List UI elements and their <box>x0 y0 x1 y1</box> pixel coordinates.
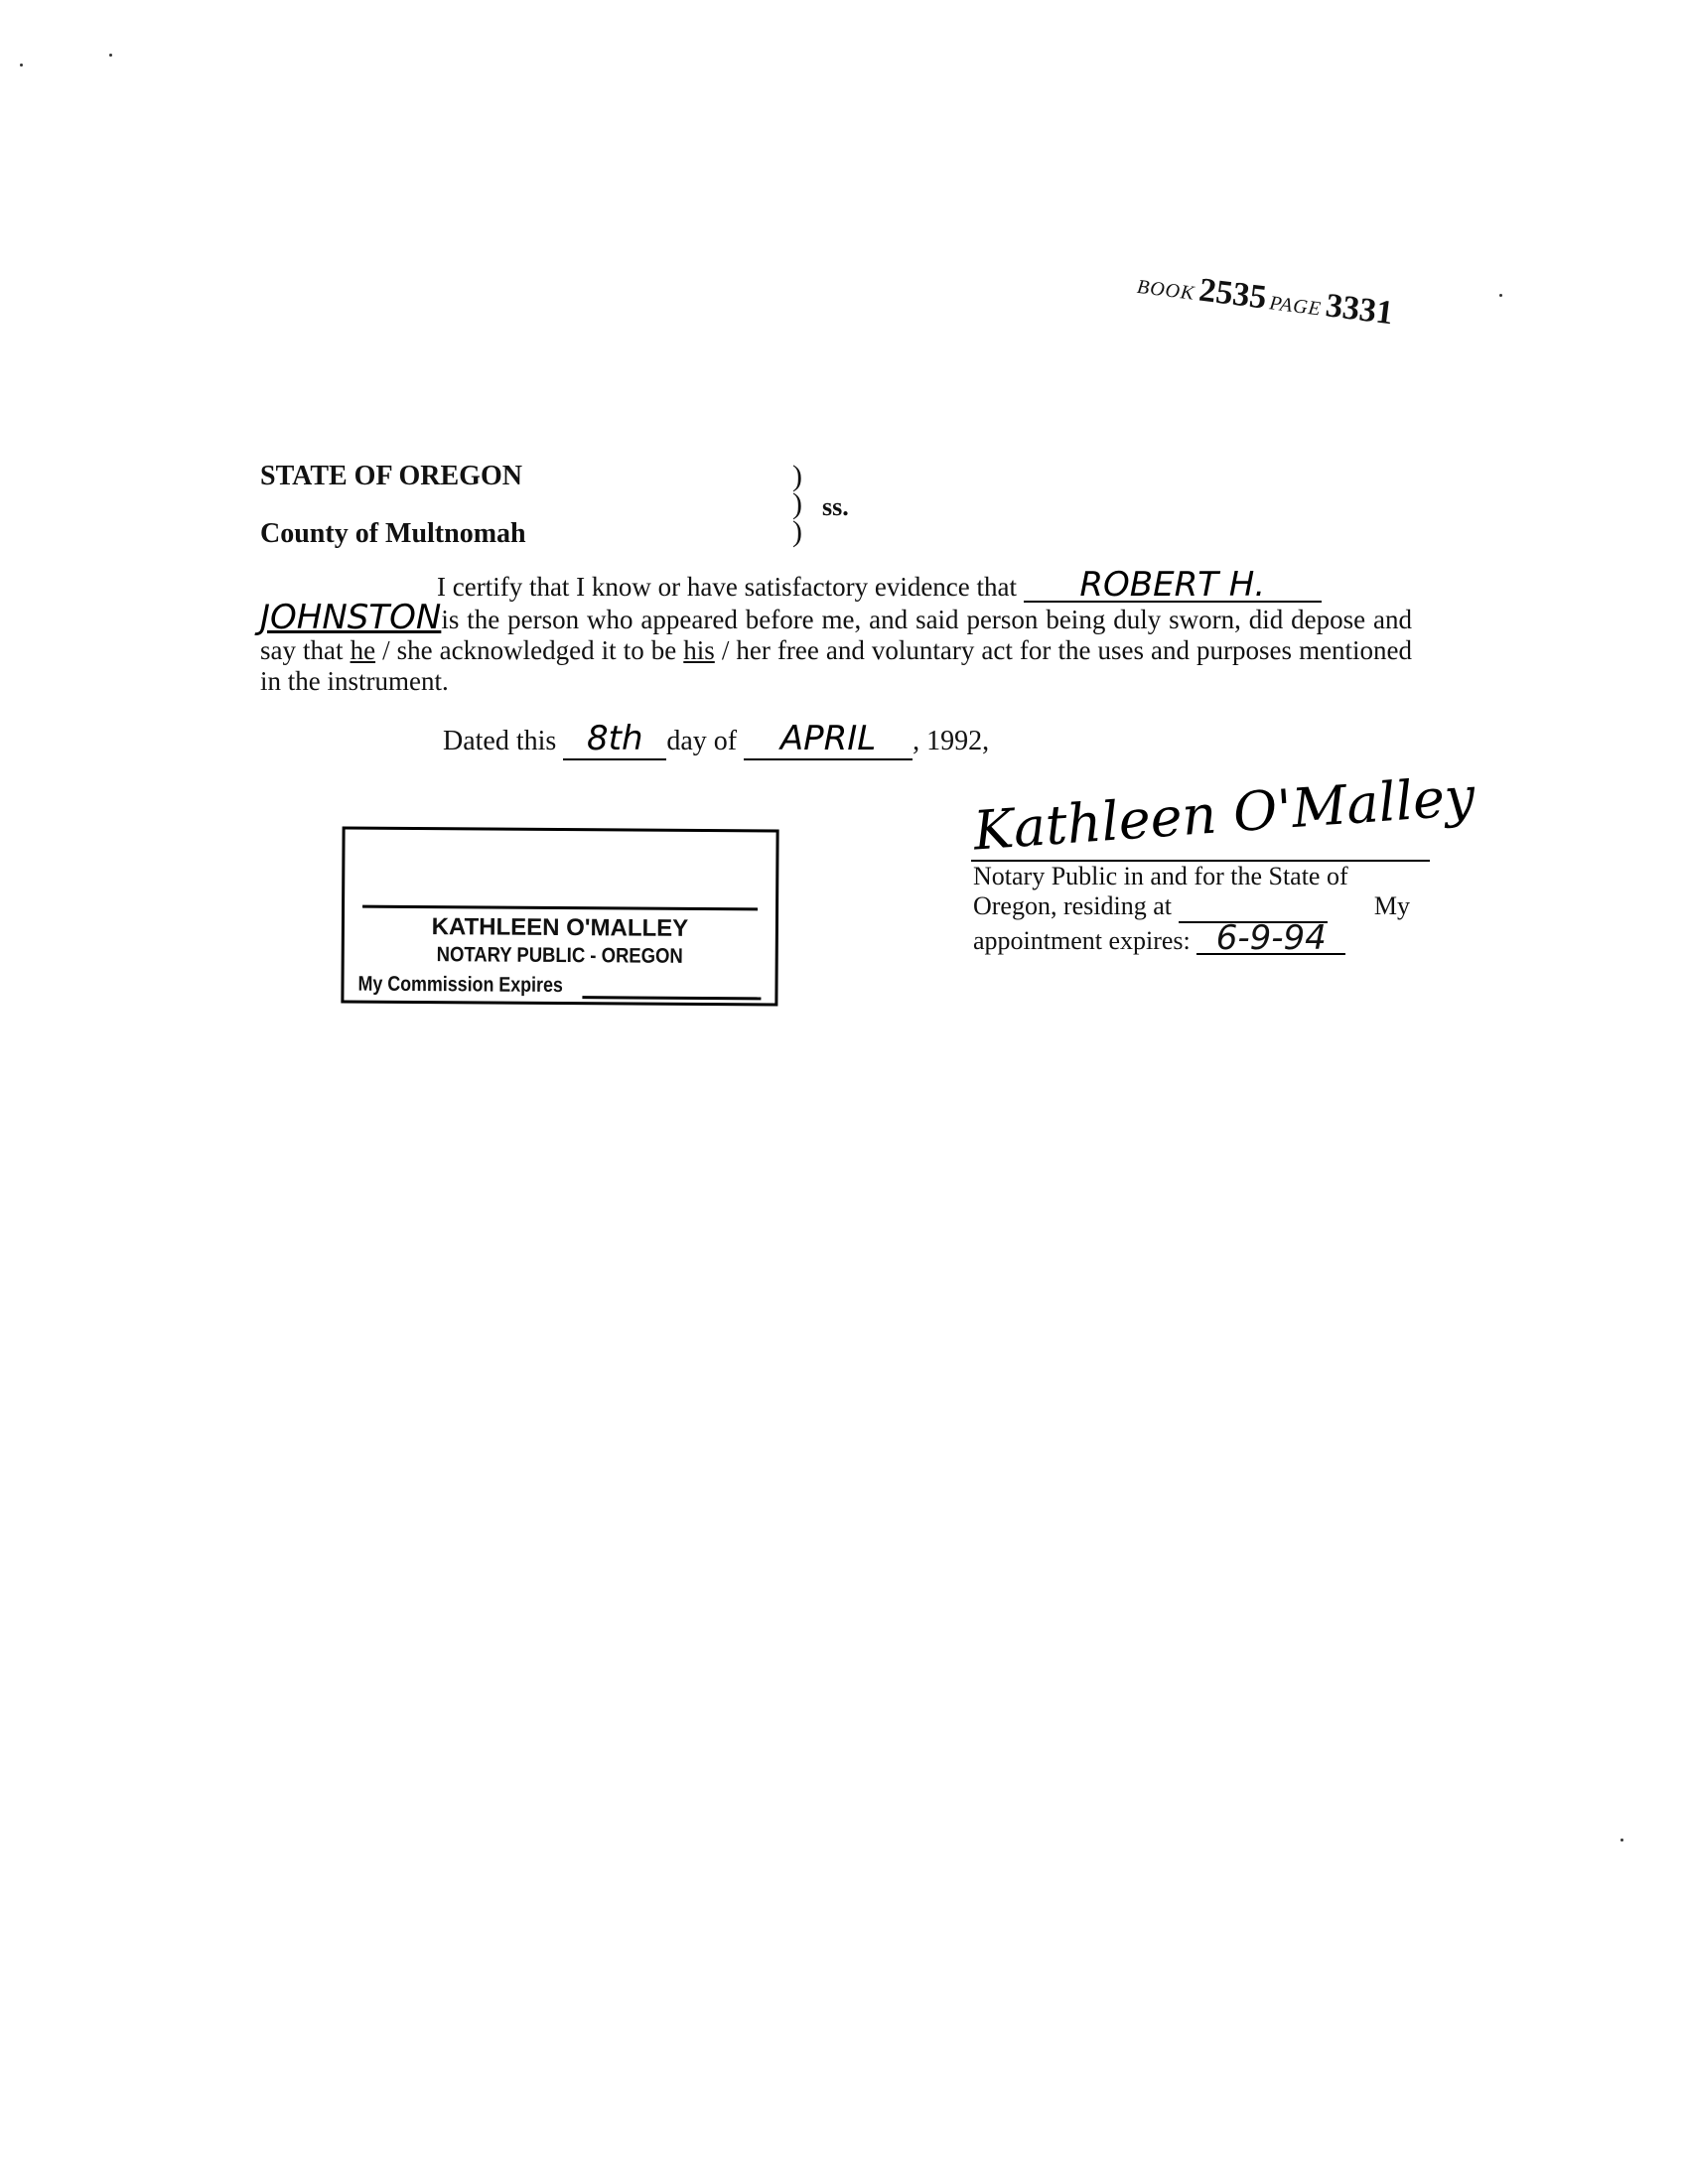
county-heading: County of Multnomah <box>260 518 526 549</box>
notary-seal-stamp <box>341 826 778 1006</box>
certify-text-after-name: is the person who appeared before me, and said person being duly sworn, did depose and say that <box>260 605 1412 665</box>
dated-line <box>443 719 989 760</box>
seal-commission-label: My Commission Expires <box>357 972 563 998</box>
notary-line2-b: My <box>1373 891 1410 920</box>
notary-expiration: 6-9-94 <box>1196 923 1345 955</box>
page-label: PAGE <box>1268 292 1324 321</box>
person-name-line1: ROBERT H. <box>1024 570 1322 603</box>
seal-top-rule <box>362 905 758 911</box>
state-heading: STATE OF OREGON <box>260 461 522 491</box>
notary-line2-a: Oregon, residing at <box>973 891 1173 920</box>
scan-speck <box>109 54 112 57</box>
book-label: BOOK <box>1135 275 1196 305</box>
scan-speck <box>1499 294 1502 297</box>
dated-prefix: Dated this <box>443 726 557 756</box>
dated-month: APRIL <box>744 719 913 760</box>
seal-name: KATHLEEN O'MALLEY <box>431 913 689 942</box>
notary-line3: appointment expires: <box>973 926 1191 955</box>
scan-speck <box>1620 1839 1623 1842</box>
person-name-line2: JOHNSTON <box>260 598 442 637</box>
seal-title: NOTARY PUBLIC - OREGON <box>436 943 683 968</box>
pronoun-his: his <box>683 635 715 665</box>
notary-line1: Notary Public in and for the State of <box>973 862 1348 890</box>
recording-stamp <box>1135 264 1395 333</box>
certification-paragraph <box>260 565 1413 697</box>
ss-label: ss. <box>822 492 849 521</box>
dated-day-of: day of <box>666 726 738 756</box>
notary-signature: Kathleen O'Malley <box>971 764 1477 863</box>
book-number: 2535 <box>1196 271 1269 317</box>
notary-block <box>973 862 1410 956</box>
venue-brackets: ) ) ) <box>792 460 802 548</box>
page-number: 3331 <box>1324 287 1396 333</box>
seal-commission-rule <box>582 996 761 1000</box>
pronoun-he: he <box>350 635 376 665</box>
dated-year: , 1992, <box>913 726 990 756</box>
certify-text-mid: / she acknowledged it to be <box>382 635 677 665</box>
certify-lead: I certify that I know or have satisfactory evidence that <box>437 572 1018 602</box>
dated-day: 8th <box>563 719 666 760</box>
scan-speck <box>20 64 23 67</box>
certify-text-end: / her free and voluntary act for the uses and purposes mentioned in the instrument. <box>260 635 1413 696</box>
